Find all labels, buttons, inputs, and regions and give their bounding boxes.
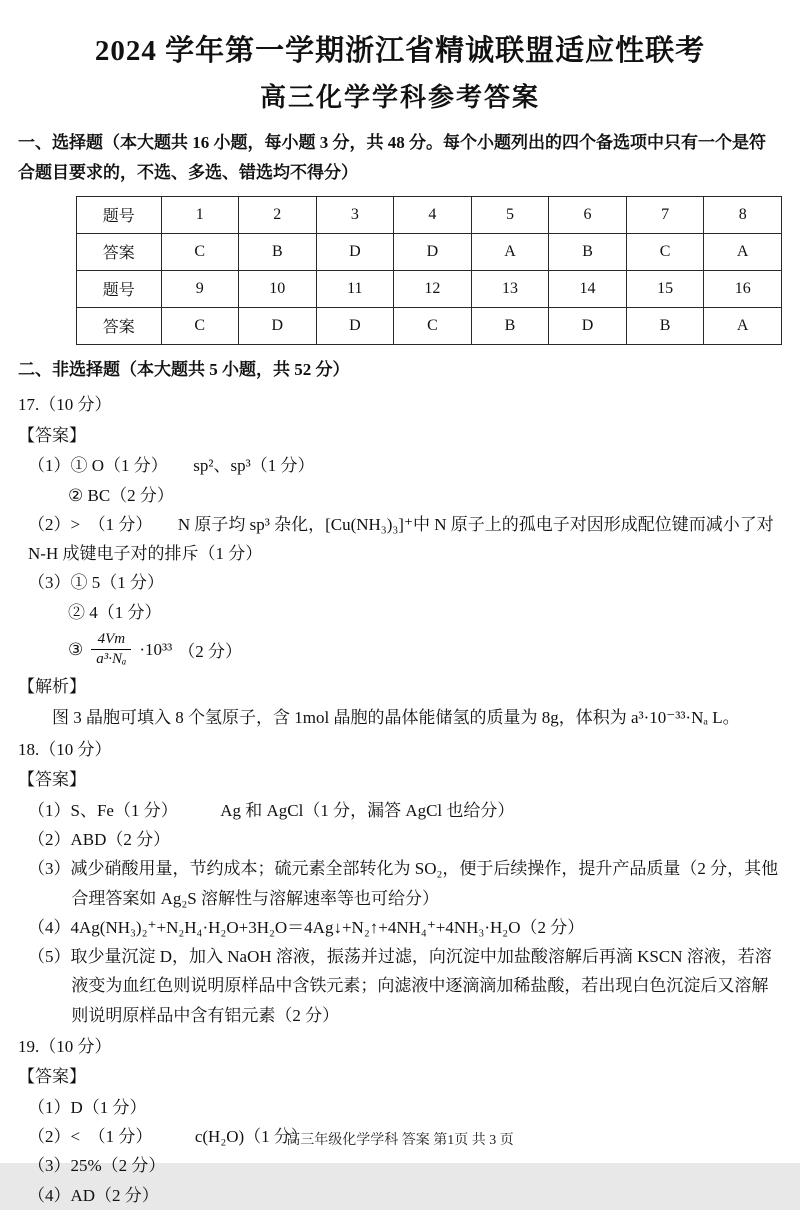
table-cell: C xyxy=(626,233,704,270)
q18-line-1: （1）S、Fe（1 分） Ag 和 AgCl（1 分，漏答 AgCl 也给分） xyxy=(28,800,515,820)
score-note: （2 分） xyxy=(178,642,242,662)
q17-line-1: （1）① O（1 分） sp²、sp³（1 分） xyxy=(28,456,315,476)
q17-line-6 xyxy=(68,631,782,669)
table-cell: 题号 xyxy=(77,196,162,233)
table-cell: D xyxy=(549,307,627,344)
table-cell: B xyxy=(471,307,549,344)
answer-table xyxy=(76,196,782,345)
table-cell: B xyxy=(239,233,317,270)
table-row xyxy=(77,196,782,233)
q18-line-4: （4）4Ag(NH₃)₂⁺+N₂H₄·H₂O+3H₂O＝4Ag↓+N₂↑+4NH₄⁺+4NH₃·H₂O（2 分） xyxy=(28,917,585,937)
fraction xyxy=(91,631,131,669)
table-cell: 12 xyxy=(394,270,472,307)
q17-line-5: ② 4（1 分） xyxy=(68,602,162,622)
q17-line-2: ② BC（2 分） xyxy=(68,485,174,505)
table-cell: D xyxy=(239,307,317,344)
q17-answer-label: 【答案】 xyxy=(18,425,86,445)
q19-number: 19.（10 分） xyxy=(18,1036,112,1056)
q18-number: 18.（10 分） xyxy=(18,739,112,759)
table-row xyxy=(77,233,782,270)
q19-answer-label: 【答案】 xyxy=(18,1067,86,1087)
q18-line-5: （5）取少量沉淀 D，加入 NaOH 溶液，振荡并过滤，向沉淀中加盐酸溶解后再滴 KSCN 溶液，若溶液变为血红色则说明原样品中含铁元素；向滤液中逐滴滴加稀盐酸，若出现白色沉淀后又溶解则说明原样品中含有铝元素（2 分） xyxy=(28,947,772,1025)
q17-number: 17.（10 分） xyxy=(18,395,112,415)
table-cell: 答案 xyxy=(77,307,162,344)
table-cell: 答案 xyxy=(77,233,162,270)
q18-line-3: （3）减少硝酸用量，节约成本；硫元素全部转化为 SO₂，便于后续操作，提升产品质量（2 分，其他合理答案如 Ag₂S 溶解性与溶解速率等也可给分） xyxy=(28,859,779,908)
table-cell: C xyxy=(394,307,472,344)
table-cell: C xyxy=(161,307,239,344)
table-cell: 1 xyxy=(161,196,239,233)
table-cell: B xyxy=(626,307,704,344)
table-cell: 4 xyxy=(394,196,472,233)
table-cell: 10 xyxy=(239,270,317,307)
document-subtitle: 高三化学学科参考答案 xyxy=(259,83,540,112)
item-prefix: ③ xyxy=(68,639,84,659)
table-cell: 3 xyxy=(316,196,394,233)
table-cell: D xyxy=(316,307,394,344)
table-cell: 11 xyxy=(316,270,394,307)
q18-answer-label: 【答案】 xyxy=(18,770,86,790)
table-cell: D xyxy=(316,233,394,270)
fraction-numerator: 4Vm xyxy=(91,631,131,650)
q18-line-2: （2）ABD（2 分） xyxy=(28,830,171,850)
fraction-multiplier: ·10³³ xyxy=(139,639,173,659)
q17-analysis-label: 【解析】 xyxy=(18,677,86,697)
table-cell: A xyxy=(704,307,782,344)
table-cell: 6 xyxy=(549,196,627,233)
q17-line-4: （3）① 5（1 分） xyxy=(28,573,164,593)
answer-table-body xyxy=(77,196,782,344)
table-cell: 16 xyxy=(704,270,782,307)
table-cell: 15 xyxy=(626,270,704,307)
page-footer: 高三年级化学学科 答案 第1页 共 3 页 xyxy=(286,1133,514,1148)
table-cell: C xyxy=(161,233,239,270)
table-cell: 8 xyxy=(704,196,782,233)
section1-heading: 一、选择题（本大题共 16 小题，每小题 3 分，共 48 分。每个小题列出的四个备选项中只有一个是符合题目要求的，不选、多选、错选均不得分） xyxy=(18,133,766,182)
table-cell: 5 xyxy=(471,196,549,233)
q19-line-1: （1）D（1 分） xyxy=(28,1097,147,1117)
q17-line-3: （2）> （1 分） N 原子均 sp³ 杂化，[Cu(NH₃)₃]⁺中 N 原子上的孤电子对因形成配位键而减小了对 N-H 成键电子对的排斥（1 分） xyxy=(28,514,778,564)
table-cell: 7 xyxy=(626,196,704,233)
q17-analysis-text: 图 3 晶胞可填入 8 个氢原子，含 1mol 晶胞的晶体能储氢的质量为 8g，体积为 a³·10⁻³³·Nₐ L。 xyxy=(52,707,740,727)
table-cell: B xyxy=(549,233,627,270)
table-cell: A xyxy=(471,233,549,270)
q19-line-4: （4）AD（2 分） xyxy=(28,1185,159,1205)
table-cell: A xyxy=(704,233,782,270)
table-cell: 2 xyxy=(239,196,317,233)
table-cell: 题号 xyxy=(77,270,162,307)
section2-heading: 二、非选择题（本大题共 5 小题，共 52 分） xyxy=(18,359,350,379)
table-cell: 9 xyxy=(161,270,239,307)
table-cell: 13 xyxy=(471,270,549,307)
document-title: 2024 学年第一学期浙江省精诚联盟适应性联考 xyxy=(94,35,706,67)
q19-line-3: （3）25%（2 分） xyxy=(28,1156,166,1176)
fraction-denominator: a³·Nₐ xyxy=(96,651,127,668)
table-cell: D xyxy=(394,233,472,270)
table-row xyxy=(77,270,782,307)
q19-line-2: （2）< （1 分） c(H₂O)（1 分） xyxy=(28,1127,308,1147)
table-row xyxy=(77,307,782,344)
table-cell: 14 xyxy=(549,270,627,307)
